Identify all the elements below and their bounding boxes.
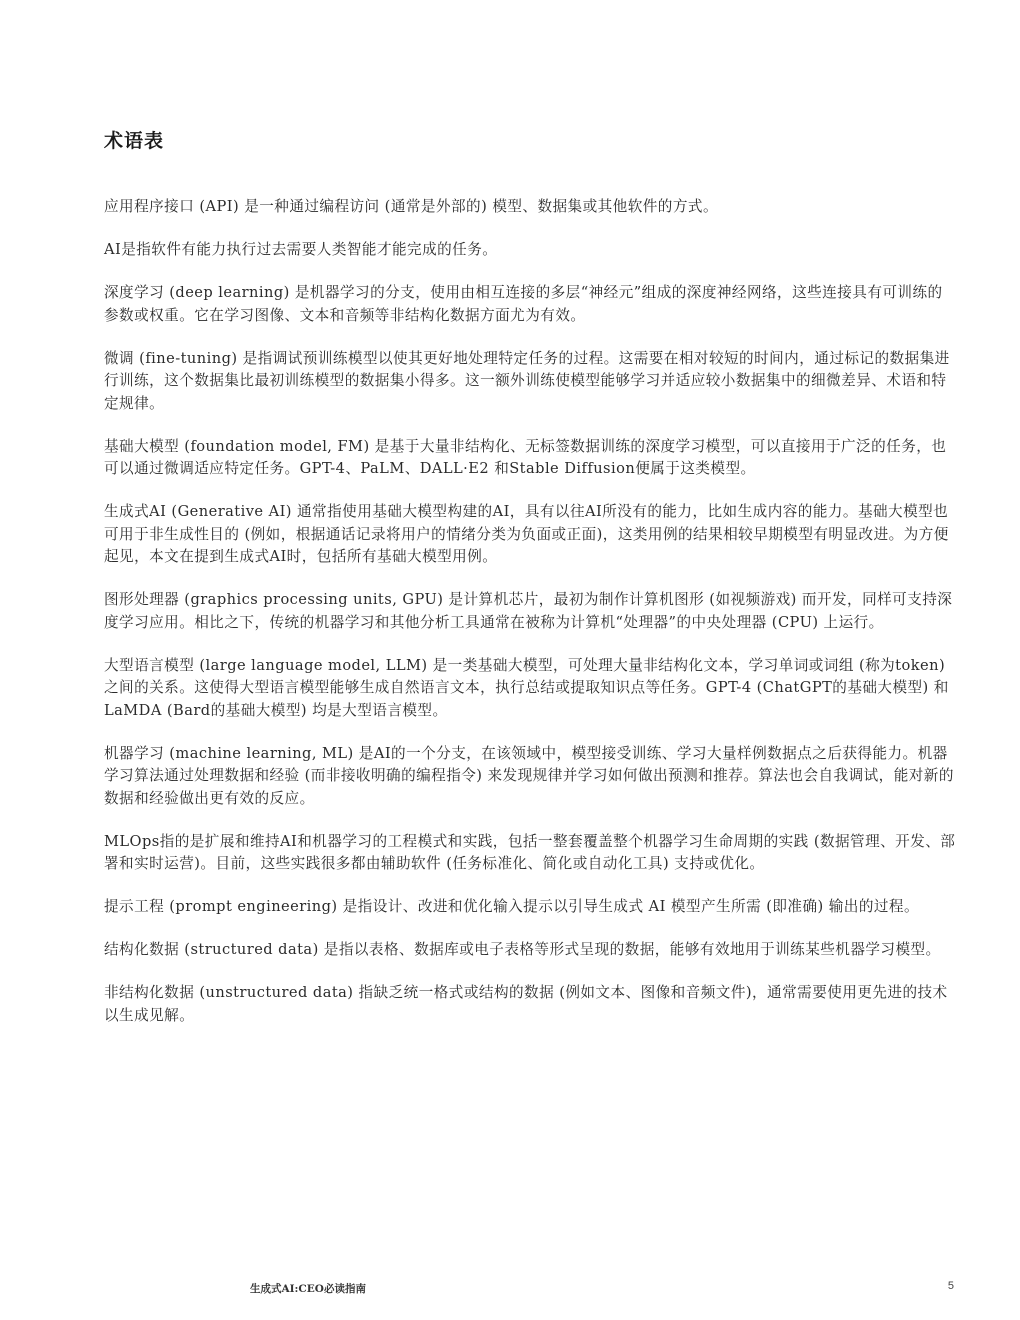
glossary-entry-gpu: 图形处理器 (graphics processing units, GPU) 是计算机芯片，最初为制作计算机图形 (如视频游戏) 而开发，同样可支持深度学习应用。相比之下，传统的机器学习和其他分析工具通常在被称为计算机“处理器”的中央处理器 (CPU) 上运行。 — [104, 591, 953, 631]
glossary-entry-generative-ai: 生成式AI (Generative AI) 通常指使用基础大模型构建的AI，具有以往AI所没有的能力，比如生成内容的能力。基础大模型也可用于非生成性目的 (例如，根据通话记录将用户的情绪分类为负面或正面)，这类用例的结果相较早期模型有明显改进。为方便起见，本文在提到生成式AI时，包括所有基础大模型用例。 — [104, 503, 949, 565]
glossary-entry-api: 应用程序接口 (API) 是一种通过编程访问 (通常是外部的) 模型、数据集或其他软件的方式。 — [104, 198, 718, 215]
glossary-entry-foundation-model: 基础大模型 (foundation model, FM) 是基于大量非结构化、无标签数据训练的深度学习模型，可以直接用于广泛的任务，也可以通过微调适应特定任务。GPT-4、PaLM、DALL·E2 和Stable Diffusion便属于这类模型。 — [104, 437, 947, 477]
glossary-entry-mlops: MLOps指的是扩展和维持AI和机器学习的工程模式和实践，包括一整套覆盖整个机器学习生命周期的实践 (数据管理、开发、部署和实时运营)。目前，这些实践很多都由辅助软件 (任务标准化、简化或自动化工具) 支持或优化。 — [104, 832, 956, 872]
glossary-entry-fine-tuning: 微调 (fine-tuning) 是指调试预训练模型以使其更好地处理特定任务的过程。这需要在相对较短的时间内，通过标记的数据集进行训练，这个数据集比最初训练模型的数据集小得多。这一额外训练使模型能够学习并适应较小数据集中的细微差异、术语和特定规律。 — [104, 349, 950, 412]
page-number: 5 — [947, 1280, 954, 1292]
glossary-entry-deep-learning: 深度学习 (deep learning) 是机器学习的分支，使用由相互连接的多层“神经元”组成的深度神经网络，这些连接具有可训练的参数或权重。它在学习图像、文本和音频等非结构化数据方面尤为有效。 — [104, 284, 943, 324]
glossary-entry-llm: 大型语言模型 (large language model, LLM) 是一类基础大模型，可处理大量非结构化文本，学习单词或词组 (称为token) 之间的关系。这使得大型语言模型能够生成自然语言文本，执行总结或提取知识点等任务。GPT-4 (ChatGPT的基础大模型) 和LaMDA (Bard的基础大模型) 均是大型语言模型。 — [104, 656, 949, 719]
glossary-list — [104, 196, 956, 1048]
glossary-entry-ai: AI是指软件有能力执行过去需要人类智能才能完成的任务。 — [104, 241, 498, 258]
glossary-entry-unstructured-data: 非结构化数据 (unstructured data) 指缺乏统一格式或结构的数据 (例如文本、图像和音频文件)，通常需要使用更先进的技术以生成见解。 — [104, 984, 948, 1024]
glossary-entry-prompt-engineering: 提示工程 (prompt engineering) 是指设计、改进和优化输入提示以引导生成式 AI 模型产生所需 (即准确) 输出的过程。 — [104, 898, 920, 915]
glossary-entry-structured-data: 结构化数据 (structured data) 是指以表格、数据库或电子表格等形式呈现的数据，能够有效地用于训练某些机器学习模型。 — [104, 941, 941, 958]
glossary-entry-machine-learning: 机器学习 (machine learning, ML) 是AI的一个分支，在该领域中，模型接受训练、学习大量样例数据点之后获得能力。机器学习算法通过处理数据和经验 (而非接收明确的编程指令) 来发现规律并学习如何做出预测和推荐。算法也会自我调试，能对新的数据和经验做出更有效的反应。 — [104, 744, 954, 807]
page-title: 术语表 — [104, 130, 165, 152]
footer-document-title: 生成式AI:CEO必读指南 — [250, 1283, 366, 1295]
